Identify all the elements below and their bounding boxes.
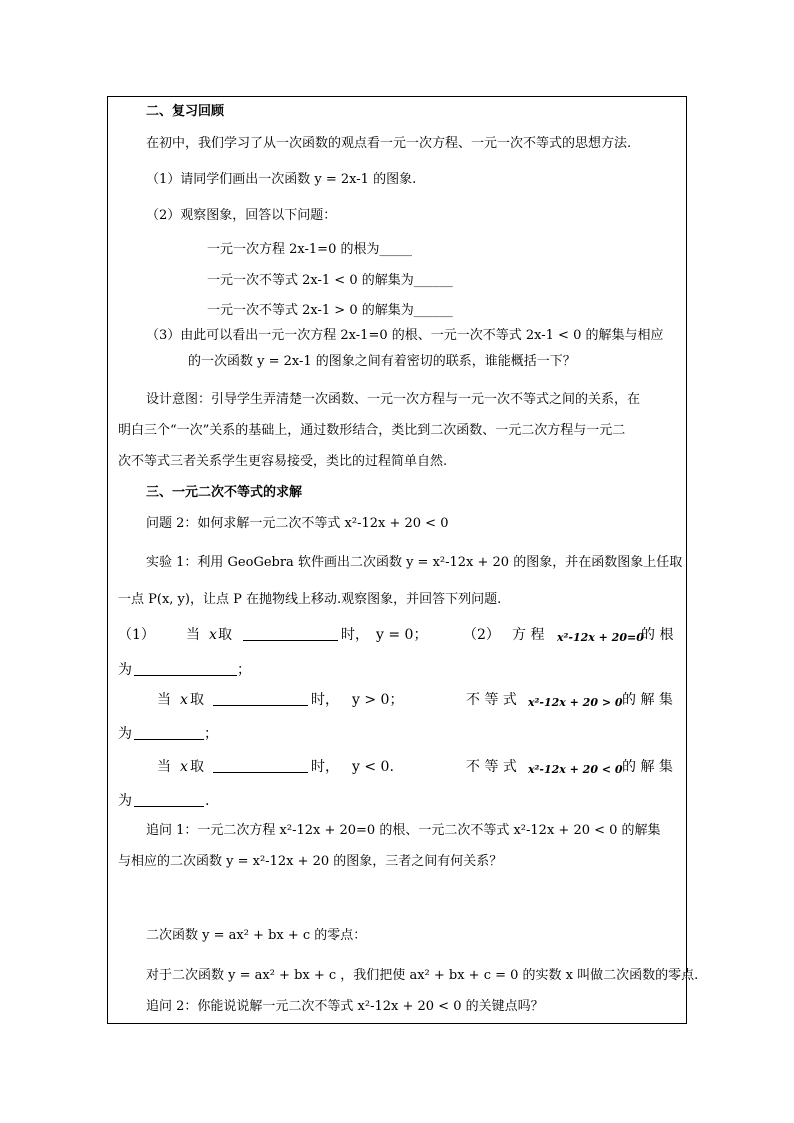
experiment-1-line2: 一点 P(x, y)，让点 P 在抛物线上移动.观察图象，并回答下列问题. — [118, 592, 502, 607]
item-3-when: 当 — [157, 692, 171, 708]
item-5-condition: y < 0. — [352, 759, 394, 775]
item-4-text: 不 等 式 — [466, 692, 517, 708]
item-2-label: （2） — [463, 627, 500, 643]
item-1-when: 当 — [186, 627, 200, 643]
item-2-end: ； — [237, 662, 251, 678]
item-4-answer-blank[interactable] — [134, 725, 204, 740]
item-5-when: 当 — [157, 759, 171, 775]
question-3-line1: （3）由此可以看出一元一次方程 2x-1=0 的根、一元一次不等式 2x-1 < 0 的解集与相应 — [146, 328, 664, 343]
item-2-equation: x²-12x + 20=0 — [557, 631, 644, 644]
item-6-text: 不 等 式 — [466, 759, 517, 775]
item-1-time: 时， — [341, 627, 369, 643]
item-5-answer-blank[interactable] — [213, 758, 308, 773]
section3-heading: 三、一元二次不等式的求解 — [146, 485, 303, 500]
experiment-1-line1: 实验 1：利用 GeoGebra 软件画出二次函数 y = x²-12x + 20 的图象，并在函数图象上任取 — [146, 555, 683, 570]
item-1-answer-blank[interactable] — [243, 626, 338, 641]
question-3-line2: 的一次函数 y = 2x-1 的图象之间有着密切的联系，谁能概括一下？ — [188, 354, 576, 369]
zero-point-title: 二次函数 y = ax² + bx + c 的零点： — [146, 928, 367, 943]
question-2: （2）观察图象，回答以下问题： — [146, 208, 337, 223]
item-2-tail: 的 根 — [641, 627, 674, 643]
item-2-text: 方 程 — [512, 627, 545, 643]
item-2-wei: 为 — [118, 662, 132, 678]
design-intent-line2: 明白三个“一次”关系的基础上，通过数形结合，类比到二次函数、一元二次方程与一元二 — [118, 423, 626, 438]
item-3-x: x — [180, 692, 188, 708]
section2-heading: 二、复习回顾 — [146, 104, 225, 119]
item-6-wei: 为 — [118, 793, 132, 809]
item-1-take: 取 — [218, 627, 232, 643]
item-3-time: 时， — [311, 692, 339, 708]
item-4-equation: x²-12x + 20 > 0 — [528, 696, 623, 709]
item-5-time: 时， — [311, 759, 339, 775]
item-3-answer-blank[interactable] — [213, 691, 308, 706]
item-3-take: 取 — [190, 692, 204, 708]
item-4-wei: 为 — [118, 726, 132, 742]
item-1-label: （1） — [118, 627, 155, 643]
question-1: （1）请同学们画出一次函数 y = 2x-1 的图象. — [146, 172, 417, 187]
question-2b: 一元一次不等式 2x-1 < 0 的解集为______ — [207, 273, 453, 288]
follow-up-2: 追问 2：你能说说解一元二次不等式 x²-12x + 20 < 0 的关键点吗？ — [146, 999, 544, 1014]
question-2c: 一元一次不等式 2x-1 > 0 的解集为______ — [207, 303, 453, 318]
question-2a: 一元一次方程 2x-1=0 的根为_____ — [207, 242, 412, 257]
item-6-answer-blank[interactable] — [134, 792, 204, 807]
follow-up-1-line1: 追问 1：一元二次方程 x²-12x + 20=0 的根、一元二次不等式 x²-12x + 20 < 0 的解集 — [146, 823, 661, 838]
item-5-x: x — [180, 759, 188, 775]
item-4-tail: 的 解 集 — [622, 692, 673, 708]
item-6-end: . — [205, 793, 210, 809]
item-1-condition: y = 0； — [376, 627, 428, 643]
design-intent-line3: 次不等式三者关系学生更容易接受，类比的过程简单自然. — [118, 454, 448, 469]
item-5-take: 取 — [190, 759, 204, 775]
item-6-equation: x²-12x + 20 < 0 — [528, 763, 623, 776]
item-3-condition: y > 0； — [352, 692, 404, 708]
problem-2: 问题 2：如何求解一元二次不等式 x²-12x + 20 < 0 — [146, 516, 449, 531]
item-6-tail: 的 解 集 — [622, 759, 673, 775]
item-4-end: ； — [204, 726, 218, 742]
follow-up-1-line2: 与相应的二次函数 y = x²-12x + 20 的图象，三者之间有何关系？ — [118, 854, 503, 869]
design-intent-line1: 设计意图：引导学生弄清楚一次函数、一元一次方程与一元一次不等式之间的关系，在 — [146, 392, 641, 407]
zero-point-definition: 对于二次函数 y = ax² + bx + c ，我们把使 ax² + bx + c = 0 的实数 x 叫做二次函数的零点. — [146, 968, 699, 983]
item-1-x: x — [209, 627, 217, 643]
section2-intro: 在初中，我们学习了从一次函数的观点看一元一次方程、一元一次不等式的思想方法. — [146, 136, 632, 151]
item-2-answer-blank[interactable] — [134, 661, 237, 676]
